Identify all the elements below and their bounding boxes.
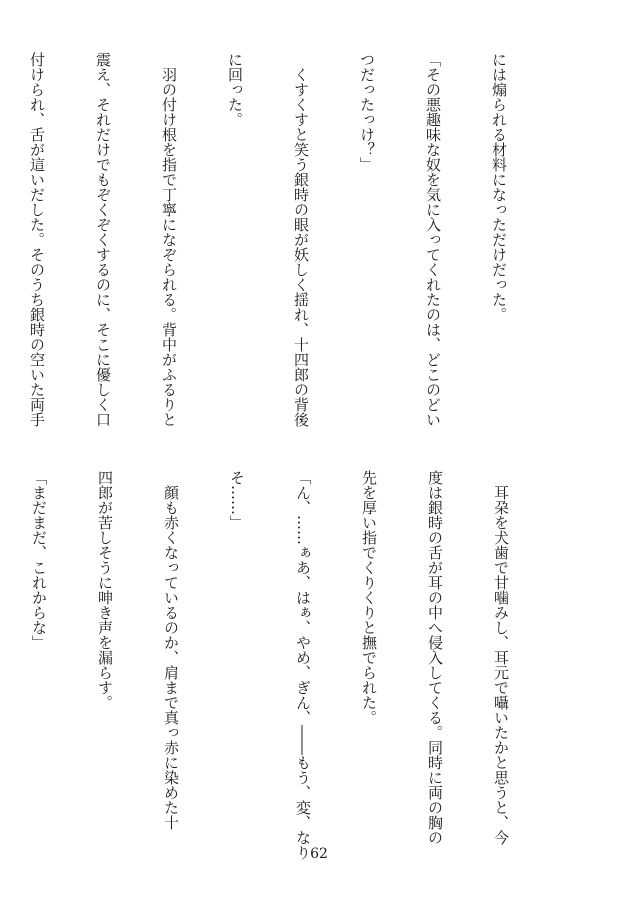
- text-line: 先を厚い指でくりくりと撫でられた。: [360, 470, 378, 725]
- upper-text-block: [28, 52, 554, 427]
- text-line: 付けられ、舌が這いだした。そのうち銀時の空いた両手: [28, 52, 46, 427]
- text-line: 羽の付け根を指で丁寧になぞられる。背中がふるりと: [160, 52, 178, 427]
- text-line: くすくすと笑う銀時の眼が妖しく揺れ、十四郎の背後: [292, 52, 310, 427]
- text-line: 「その悪趣味な奴を気に入ってくれたのは、どこのどい: [424, 52, 442, 427]
- page-number: 62: [310, 846, 328, 862]
- text-line: そ……」: [228, 470, 246, 530]
- text-line: 顔も赤くなっているのか、肩まで真っ赤に染めた十: [162, 470, 180, 830]
- text-line: には煽られる材料になっただけだった。: [490, 52, 508, 322]
- text-line: 「まだまだ、これからな」: [30, 470, 48, 650]
- text-line: 「ん、……ぁあ、はぁ、やめ、ぎん、――もう、変、なり: [294, 470, 312, 860]
- text-line: に回った。: [226, 52, 244, 127]
- text-line: 度は銀時の舌が耳の中へ侵入してくる。同時に両の胸の: [426, 470, 444, 845]
- text-line: 耳朶を犬歯で甘噛みし、耳元で囁いたかと思うと、今: [492, 470, 510, 845]
- text-line: つだったっけ？」: [358, 52, 376, 172]
- text-line: 震え、それだけでもぞくぞくするのに、そこに優しく口: [94, 52, 112, 427]
- text-line: 四郎が苦しそうに呻き声を漏らす。: [96, 470, 114, 710]
